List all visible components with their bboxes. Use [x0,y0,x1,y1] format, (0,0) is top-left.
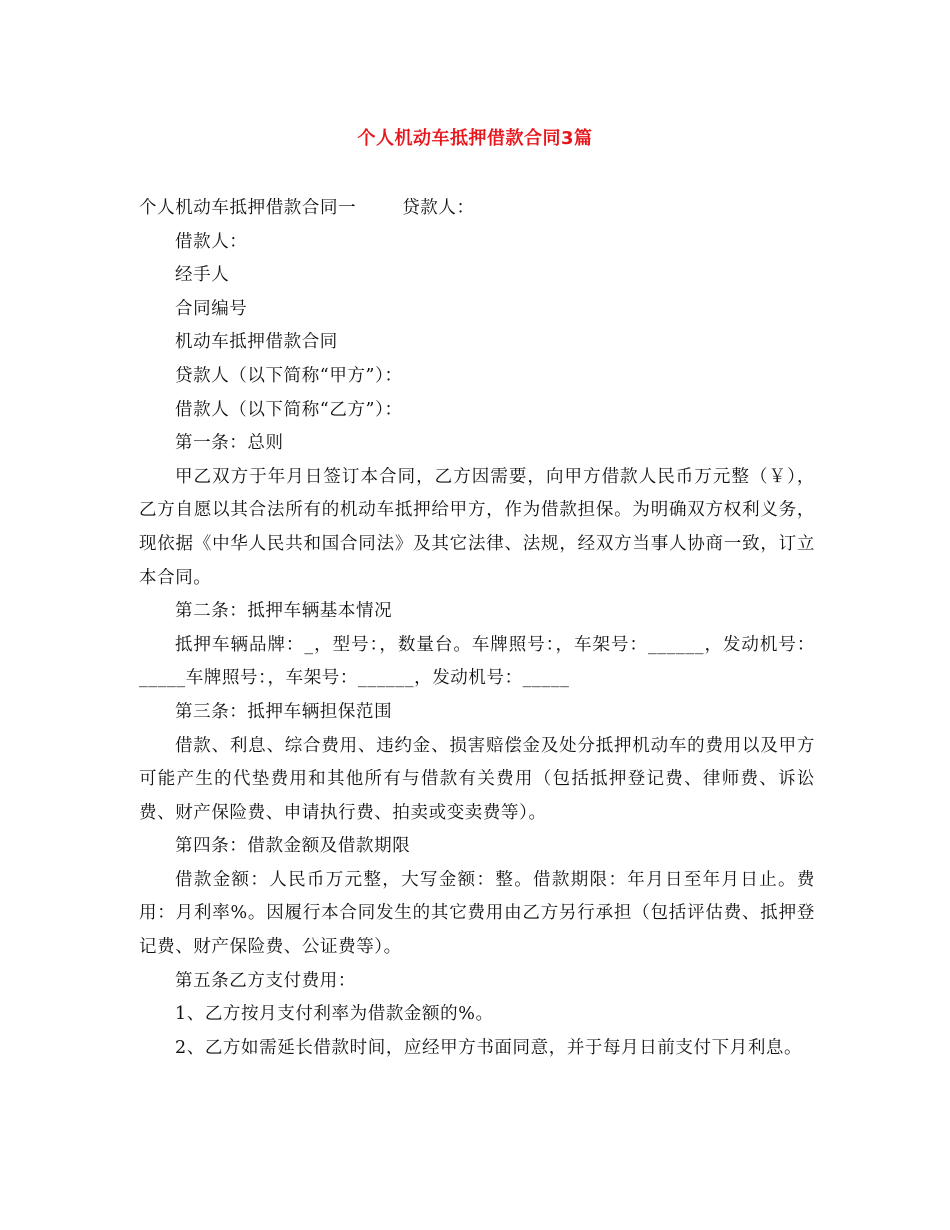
lender-label: 贷款人： [402,198,475,218]
handler-line: 经手人 [175,265,230,286]
article-5-item-2: 2、乙方如需延长借款时间，应经甲方书面同意，并于每月日前支付下月利息。 [175,1037,803,1058]
article-4-paragraph: 借款金额：人民币万元整，大写金额：整。借款期限：年月日至年月日止。费用：月利率%。因履行本合同发生的其它费用由乙方另行承担（包括评估费、抵押登记费、财产保险费、公证费等）。 [139,869,815,958]
article-4-heading: 第四条：借款金额及借款期限 [175,836,411,857]
article-2-heading: 第二条：抵押车辆基本情况 [175,601,393,622]
article-2-paragraph: 抵押车辆品牌：_，型号：，数量台。车牌照号：，车架号：______，发动机号：_____车牌照号：，车架号：______，发动机号：_____ [139,634,815,689]
article-5-item-1: 1、乙方按月支付利率为借款金额的%。 [175,1004,494,1025]
document-title: 个人机动车抵押借款合同3篇 [357,128,593,149]
article-3-heading: 第三条：抵押车辆担保范围 [175,701,393,722]
party-b-line: 借款人（以下简称“乙方”）： [175,399,403,420]
article-5-heading: 第五条乙方支付费用： [175,970,356,991]
contract-number-line: 合同编号 [175,298,248,319]
party-a-line: 贷款人（以下简称“甲方”）： [175,365,403,386]
intro-line [139,192,815,226]
borrower-line: 借款人： [175,231,248,252]
contract-one-label: 个人机动车抵押借款合同一 [139,198,357,218]
article-1-heading: 第一条：总则 [175,433,284,454]
document-body [139,192,815,1065]
article-1-paragraph: 甲乙双方于年月日签订本合同，乙方因需要，向甲方借款人民币万元整（￥），乙方自愿以其合法所有的机动车抵押给甲方，作为借款担保。为明确双方权利义务，现依据《中华人民共和国合同法》及其它法律、法规，经双方当事人协商一致，订立本合同。 [139,466,815,588]
contract-name-line: 机动车抵押借款合同 [175,332,338,353]
article-3-paragraph: 借款、利息、综合费用、违约金、损害赔偿金及处分抵押机动车的费用以及甲方可能产生的代垫费用和其他所有与借款有关费用（包括抵押登记费、律师费、诉讼费、财产保险费、申请执行费、拍卖或变卖费等）。 [139,735,815,823]
